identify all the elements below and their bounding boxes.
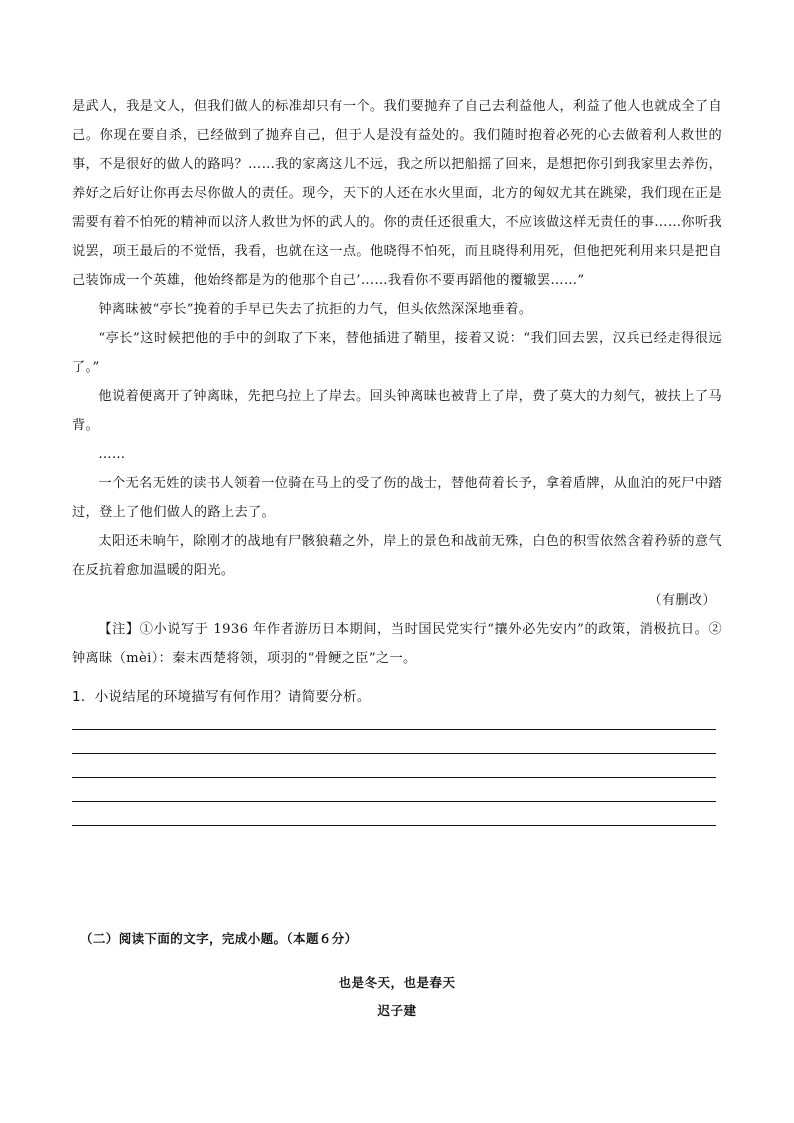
answer-line[interactable] — [72, 753, 716, 754]
story-paragraph: 一个无名无姓的读书人领着一位骑在马上的受了伤的战士，替他荷着长予，拿着盾牌，从血泊的死尸中踏过，登上了他们做人的路上去了。 — [72, 476, 722, 520]
answer-line[interactable] — [72, 729, 716, 730]
question-1: 1．小说结尾的环境描写有何作用？请简要分析。 — [72, 689, 371, 705]
footnote: 【注】①小说写于 1936 年作者游历日本期间，当时国民党实行“攘外必先安内”的政策，消极抗日。②钟离昧（mèi）：秦末西楚将领，项羽的“骨鲠之臣”之一。 — [72, 622, 722, 666]
story-paragraph: “亭长”这时候把他的手中的剑取了下来，替他插进了鞘里，接着又说：“我们回去罢，汉兵已经走得很远了。” — [72, 331, 722, 375]
essay-author: 迟子建 — [377, 1003, 417, 1018]
section-heading: （二）阅读下面的文字，完成小题。（本题６分） — [80, 931, 358, 946]
story-paragraph: 是武人，我是文人，但我们做人的标准却只有一个。我们要抛弃了自己去利益他人，利益了他人也就成全了自己。你现在要自杀，已经做到了抛弃自己，但于人是没有益处的。我们随时抱着必死的心去做着利人救世的事，不是很好的做人的路吗？……我的家离这儿不远，我之所以把船摇了回来，是想把你引到我家里去养伤，养好之后好让你再去尽你做人的责任。现今，天下的人还在水火里面，北方的匈奴尤其在跳梁，我们现在正是需要有着不怕死的精神而以济人救世为怀的武人的。你的责任还很重大，不应该做这样无责任的事……你听我说罢，项王最后的不觉悟，我看，也就在这一点。他晓得不怕死，而且晓得利用死，但他把死利用来只是把自己装饰成一个英雄，他始终都是为的他那个自己’……我看你不要再蹈他的覆辙罢……” — [72, 99, 722, 288]
story-ellipsis: …… — [98, 447, 126, 462]
story-paragraph: 他说着便离开了钟离昧，先把乌拉上了岸去。回头钟离昧也被背上了岸，费了莫大的力刻气，被扶上了马背。 — [72, 389, 722, 433]
answer-area[interactable] — [72, 721, 716, 833]
essay-title: 也是冬天，也是春天 — [338, 975, 456, 990]
story-excerpt — [72, 92, 722, 673]
answer-line[interactable] — [72, 801, 716, 802]
story-paragraph: 钟离昧被“亭长”挽着的手早已失去了抗拒的力气，但头依然深深地垂着。 — [98, 302, 533, 317]
story-paragraph: 太阳还未晌午，除刚才的战地有尸骸狼藉之外，岸上的景色和战前无殊，白色的积雪依然含着矜骄的意气在反抗着愈加温暖的阳光。 — [72, 534, 722, 578]
answer-line[interactable] — [72, 777, 716, 778]
source-note: （有删改） — [648, 593, 716, 608]
answer-line[interactable] — [72, 825, 716, 826]
